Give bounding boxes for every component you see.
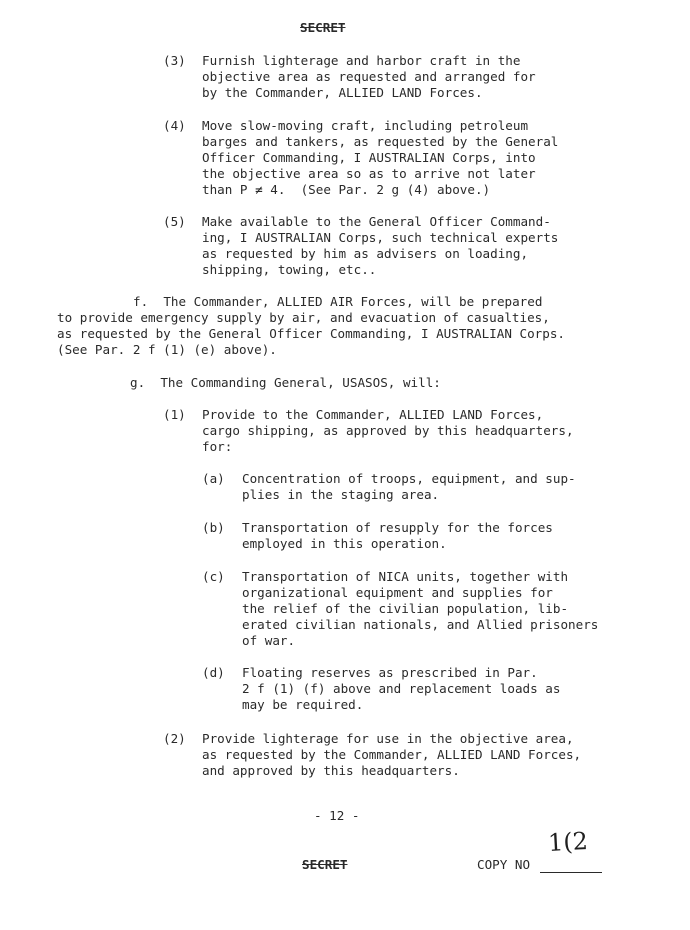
subitem-text-line: plies in the staging area. [242, 487, 440, 502]
copy-number-handwritten: 1(2 [547, 826, 589, 858]
copy-number-underline [540, 872, 602, 873]
subitem-text-line: Transportation of resupply for the forces [242, 520, 553, 535]
subitem-text-line: the relief of the civilian population, lib- [242, 601, 569, 616]
item-text-line: Provide lighterage for use in the objective area, [202, 731, 574, 746]
para-f-line: f. The Commander, ALLIED AIR Forces, will be prepared [133, 294, 543, 309]
subitem-text-line: may be required. [242, 697, 364, 712]
item-text-line: barges and tankers, as requested by the General [202, 134, 559, 149]
subitem-text-line: of war. [242, 633, 296, 648]
item-text-line: than P ≠ 4. (See Par. 2 g (4) above.) [202, 182, 491, 197]
subitem-text-line: Floating reserves as prescribed in Par. [242, 665, 538, 680]
item-text-line: for: [202, 439, 233, 454]
item-number: (5) [163, 214, 186, 229]
item-text-line: ing, I AUSTRALIAN Corps, such technical experts [202, 230, 559, 245]
subitem-text-line: Concentration of troops, equipment, and sup- [242, 471, 576, 486]
item-text-line: Provide to the Commander, ALLIED LAND Forces, [202, 407, 544, 422]
subitem-text-line: employed in this operation. [242, 536, 447, 551]
subitem-text-line: organizational equipment and supplies for [242, 585, 553, 600]
item-text-line: objective area as requested and arranged for [202, 69, 536, 84]
subitem-letter: (d) [202, 665, 225, 680]
subitem-letter: (c) [202, 569, 225, 584]
para-f-line: as requested by the General Officer Commanding, I AUSTRALIAN Corps. [57, 326, 565, 341]
item-text-line: by the Commander, ALLIED LAND Forces. [202, 85, 483, 100]
page-number: - 12 - [314, 808, 360, 823]
para-f-line: to provide emergency supply by air, and evacuation of casualties, [57, 310, 550, 325]
copy-number-label: COPY NO [477, 857, 531, 872]
classification-top: SECRET [300, 20, 346, 35]
para-f-line: (See Par. 2 f (1) (e) above). [57, 342, 277, 357]
item-text-line: the objective area so as to arrive not later [202, 166, 536, 181]
item-text-line: Make available to the General Officer Command- [202, 214, 551, 229]
item-text-line: Officer Commanding, I AUSTRALIAN Corps, into [202, 150, 536, 165]
item-text-line: cargo shipping, as approved by this headquarters, [202, 423, 574, 438]
item-number: (2) [163, 731, 186, 746]
item-text-line: as requested by the Commander, ALLIED LAND Forces, [202, 747, 582, 762]
subitem-text-line: Transportation of NICA units, together with [242, 569, 569, 584]
item-text-line: and approved by this headquarters. [202, 763, 460, 778]
para-g-intro: g. The Commanding General, USASOS, will: [130, 375, 441, 390]
subitem-letter: (b) [202, 520, 225, 535]
item-text-line: shipping, towing, etc.. [202, 262, 377, 277]
item-number: (3) [163, 53, 186, 68]
item-text-line: Furnish lighterage and harbor craft in the [202, 53, 521, 68]
classification-bottom: SECRET [302, 857, 348, 872]
item-number: (1) [163, 407, 186, 422]
item-text-line: as requested by him as advisers on loading, [202, 246, 529, 261]
subitem-letter: (a) [202, 471, 225, 486]
subitem-text-line: 2 f (1) (f) above and replacement loads as [242, 681, 561, 696]
subitem-text-line: erated civilian nationals, and Allied prisoners [242, 617, 599, 632]
item-text-line: Move slow-moving craft, including petroleum [202, 118, 529, 133]
item-number: (4) [163, 118, 186, 133]
